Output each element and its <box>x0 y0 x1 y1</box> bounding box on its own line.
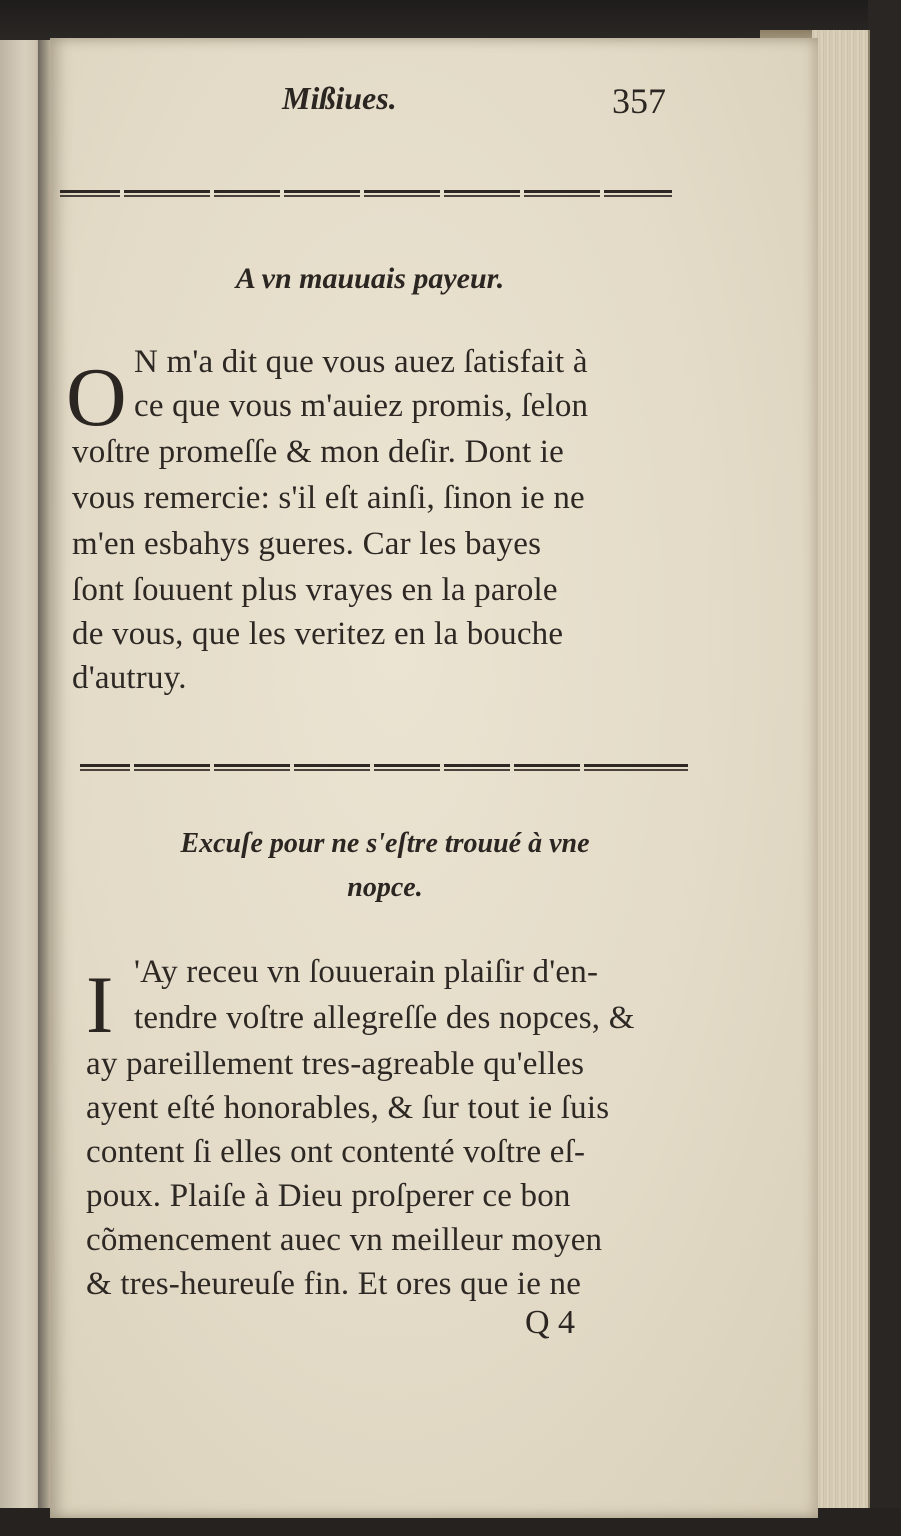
text-line: poux. Plaiſe à Dieu proſperer ce bon <box>86 1178 571 1214</box>
text-line: vous remercie: s'il eſt ainſi, ſinon ie ne <box>72 480 585 516</box>
text-line: tendre voſtre allegreſſe des nopces, & <box>134 1000 635 1036</box>
text-line: ay pareillement tres-agreable qu'elles <box>86 1046 585 1082</box>
letter-title: A vn mauuais payeur. <box>235 262 505 295</box>
text-line: & tres-heureuſe fin. Et ores que ie ne <box>86 1266 582 1302</box>
page-edges <box>812 30 870 1510</box>
drop-cap: O <box>66 351 127 444</box>
text-line: N m'a dit que vous auez ſatisfait à <box>134 344 588 380</box>
text-line: ayent eſté honorables, & ſur tout ie ſuis <box>86 1090 610 1126</box>
background-right <box>868 0 901 1536</box>
ornamental-rule-middle <box>80 760 688 774</box>
page-number: 357 <box>612 81 666 121</box>
text-line: cõmencement auec vn meilleur moyen <box>86 1222 603 1258</box>
text-line: ce que vous m'auiez promis, ſelon <box>134 388 589 424</box>
drop-cap: I <box>86 959 114 1050</box>
text-line: 'Ay receu vn ſouuerain plaiſir d'en- <box>134 954 599 990</box>
text-line: ſont ſouuent plus vrayes en la parole <box>72 572 558 608</box>
text-line: voſtre promeſſe & mon deſir. Dont ie <box>72 434 565 470</box>
signature-mark: Q 4 <box>525 1304 576 1341</box>
text-line: m'en esbahys gueres. Car les bayes <box>72 526 542 562</box>
letter-title-continued: nopce. <box>347 872 423 903</box>
text-line: content ſi elles ont contenté voſtre eſ- <box>86 1134 586 1170</box>
text-line: de vous, que les veritez en la bouche <box>72 616 564 652</box>
text-line: d'autruy. <box>72 660 187 696</box>
ornamental-rule-top <box>60 186 672 200</box>
running-head: Mißiues. <box>282 80 397 116</box>
letter-title: Excuſe pour ne s'eſtre trouué à vne <box>180 828 590 859</box>
